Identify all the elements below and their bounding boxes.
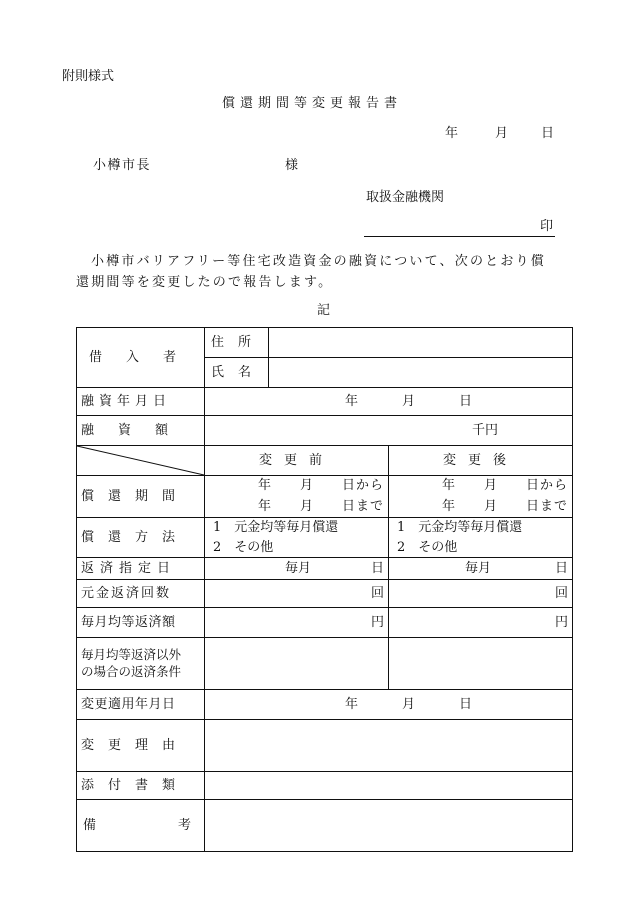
payment-day-after-day: 日 <box>554 560 568 576</box>
row-change-date <box>77 690 573 720</box>
seal-mark: 印 <box>540 219 554 234</box>
method-after-input[interactable] <box>389 518 573 558</box>
remarks-label <box>81 817 274 835</box>
change-date-month: 月 <box>401 696 415 712</box>
period-before-lines <box>209 476 384 516</box>
period-before-to: 年 月 日まで <box>257 498 384 514</box>
body-line-1: 小樽市バリアフリー等住宅改造資金の融資について、次のとおり償 <box>91 254 546 269</box>
loan-date-fields <box>209 393 568 411</box>
period-after-from: 年 月 日から <box>441 478 568 494</box>
row-repayment-count <box>77 580 573 608</box>
count-before-input[interactable] <box>205 580 389 608</box>
loan-amount-unit: 千円 <box>471 422 498 438</box>
date-year: 年 <box>445 126 459 141</box>
change-date-label: 変更適用年月日 <box>77 690 205 720</box>
change-date-year: 年 <box>344 696 358 712</box>
period-before-input[interactable] <box>205 476 389 518</box>
loan-date-day: 日 <box>459 393 473 409</box>
method-before-input[interactable] <box>205 518 389 558</box>
monthly-amount-after-unit: 円 <box>554 614 568 630</box>
change-date-input[interactable] <box>205 690 573 720</box>
document-title: 償還期間等変更報告書 <box>222 96 403 111</box>
monthly-amount-before-unit: 円 <box>370 614 384 630</box>
period-after-lines <box>393 476 568 516</box>
period-after-input[interactable] <box>389 476 573 518</box>
method-before-option-2: 2 その他 <box>213 539 274 555</box>
row-other-terms <box>77 638 573 690</box>
payment-day-after-fields <box>393 560 568 578</box>
count-label: 元金返済回数 <box>77 580 205 608</box>
after-header <box>389 446 573 476</box>
method-label: 償還方法 <box>77 518 205 558</box>
borrower-label-text: 借入者 <box>89 349 201 365</box>
loan-date-label: 融資年月日 <box>77 388 205 416</box>
body-line-2: 還期間等を変更したので報告します。 <box>76 275 334 290</box>
loan-date-input[interactable] <box>205 388 573 416</box>
reason-label: 変更理由 <box>77 720 205 772</box>
name-label: 氏名 <box>211 364 266 380</box>
name-label-cell <box>205 358 269 388</box>
payment-day-before-fields <box>209 560 384 578</box>
monthly-amount-after-input[interactable] <box>389 608 573 638</box>
row-payment-day <box>77 558 573 580</box>
address-input[interactable] <box>269 328 573 358</box>
loan-amount-label: 融資額 <box>77 416 205 446</box>
before-header-text: 変更前 <box>258 452 334 468</box>
monthly-amount-label: 毎月均等返済額 <box>77 608 205 638</box>
row-before-after-header <box>77 446 573 476</box>
payment-day-before-monthly: 毎月 <box>285 560 312 576</box>
payment-day-label: 返済指定日 <box>77 558 205 580</box>
method-before-option-1: 1 元金均等毎月償還 <box>213 520 339 535</box>
count-before-unit: 回 <box>370 585 384 601</box>
borrower-label <box>81 349 200 367</box>
after-header-text: 変更後 <box>442 452 518 468</box>
address-label-cell <box>205 328 269 358</box>
attachments-input[interactable] <box>205 772 573 800</box>
loan-date-year: 年 <box>344 393 358 409</box>
diagonal-line <box>77 446 204 475</box>
other-terms-label-1: 毎月均等返済以外 <box>81 646 182 662</box>
row-attachments <box>77 772 573 800</box>
row-borrower-address <box>77 328 573 358</box>
diagonal-header-cell <box>77 446 205 476</box>
loan-date-month: 月 <box>401 393 415 409</box>
reason-input[interactable] <box>205 720 573 772</box>
other-terms-after-input[interactable] <box>389 638 573 690</box>
appendix-label: 附則様式 <box>62 69 115 84</box>
remarks-label-text: 備考 <box>83 817 274 833</box>
other-terms-label <box>77 638 205 690</box>
monthly-amount-before-input[interactable] <box>205 608 389 638</box>
address-label: 住所 <box>211 334 266 350</box>
other-terms-label-2: の場合の返済条件 <box>81 663 182 679</box>
signature-line <box>364 236 555 237</box>
count-after-unit: 回 <box>554 585 568 601</box>
period-before-from: 年 月 日から <box>257 478 384 494</box>
date-day: 日 <box>541 126 555 141</box>
payment-day-before-day: 日 <box>370 560 384 576</box>
addressee: 小樽市長 <box>93 158 152 173</box>
borrower-label-cell <box>77 328 205 388</box>
payment-day-after-input[interactable] <box>389 558 573 580</box>
period-label: 償還期間 <box>77 476 205 518</box>
attachments-label: 添付書類 <box>77 772 205 800</box>
row-loan-date <box>77 388 573 416</box>
change-report-table <box>76 327 573 852</box>
name-input[interactable] <box>269 358 573 388</box>
other-terms-before-input[interactable] <box>205 638 389 690</box>
row-change-reason <box>77 720 573 772</box>
change-date-fields <box>209 696 568 714</box>
loan-amount-input[interactable] <box>205 416 573 446</box>
count-after-input[interactable] <box>389 580 573 608</box>
row-monthly-amount <box>77 608 573 638</box>
institution-label: 取扱金融機関 <box>366 190 445 205</box>
row-remarks <box>77 800 573 852</box>
period-after-to: 年 月 日まで <box>441 498 568 514</box>
before-header <box>205 446 389 476</box>
honorific: 様 <box>285 158 299 173</box>
method-after-option-2: 2 その他 <box>397 539 458 555</box>
remarks-label-cell <box>77 800 274 852</box>
change-date-day: 日 <box>459 696 473 712</box>
method-after-option-1: 1 元金均等毎月償還 <box>397 520 523 535</box>
payment-day-after-monthly: 毎月 <box>465 560 492 576</box>
row-repayment-method <box>77 518 573 558</box>
payment-day-before-input[interactable] <box>205 558 389 580</box>
ki-label: 記 <box>317 303 331 318</box>
date-month: 月 <box>495 126 509 141</box>
row-loan-amount <box>77 416 573 446</box>
row-repayment-period <box>77 476 573 518</box>
